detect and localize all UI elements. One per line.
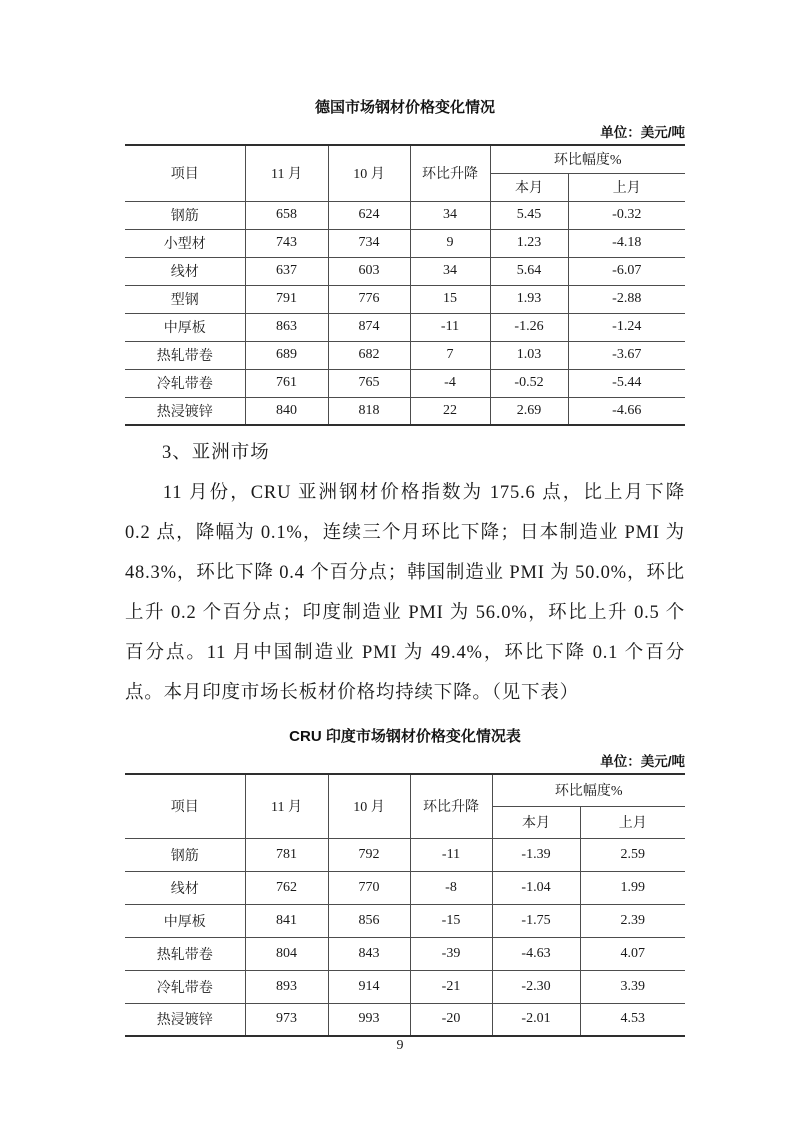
cell-nov: 658	[245, 201, 328, 229]
cell-oct: 818	[328, 397, 410, 425]
col-header-october: 10 月	[328, 774, 410, 838]
col-header-november: 11 月	[245, 774, 328, 838]
table-row	[125, 904, 685, 937]
col-header-last-month: 上月	[568, 173, 685, 201]
col-header-october: 10 月	[328, 145, 410, 201]
table-row	[125, 341, 685, 369]
cell-this-month: 1.03	[490, 341, 568, 369]
cell-last-month: -0.32	[568, 201, 685, 229]
col-header-this-month: 本月	[490, 173, 568, 201]
cell-this-month: 5.45	[490, 201, 568, 229]
cell-last-month: 4.53	[580, 1003, 685, 1036]
cell-change: -4	[410, 369, 490, 397]
cell-this-month: 2.69	[490, 397, 568, 425]
cell-last-month: -6.07	[568, 257, 685, 285]
cell-last-month: 3.39	[580, 970, 685, 1003]
table-row	[125, 838, 685, 871]
cell-item: 小型材	[125, 229, 245, 257]
table-row	[125, 229, 685, 257]
cell-nov: 689	[245, 341, 328, 369]
cell-this-month: -2.01	[492, 1003, 580, 1036]
india-table-unit: 单位：美元/吨	[600, 754, 685, 769]
cell-oct: 856	[328, 904, 410, 937]
cell-oct: 874	[328, 313, 410, 341]
cell-oct: 792	[328, 838, 410, 871]
col-header-mom-percent: 环比幅度%	[490, 145, 685, 173]
cell-this-month: 1.93	[490, 285, 568, 313]
cell-nov: 762	[245, 871, 328, 904]
cell-change: 22	[410, 397, 490, 425]
table-row	[125, 369, 685, 397]
table-row	[125, 970, 685, 1003]
col-header-last-month: 上月	[580, 806, 685, 838]
cell-item: 中厚板	[125, 904, 245, 937]
cell-nov: 804	[245, 937, 328, 970]
cell-item: 中厚板	[125, 313, 245, 341]
cell-last-month: -4.18	[568, 229, 685, 257]
cell-change: -21	[410, 970, 492, 1003]
cell-change: 7	[410, 341, 490, 369]
germany-table-header	[125, 145, 685, 201]
cell-change: 34	[410, 201, 490, 229]
table-row	[125, 937, 685, 970]
cell-oct: 734	[328, 229, 410, 257]
cell-this-month: 1.23	[490, 229, 568, 257]
cell-item: 型钢	[125, 285, 245, 313]
cell-this-month: -1.04	[492, 871, 580, 904]
cell-oct: 914	[328, 970, 410, 1003]
cell-oct: 776	[328, 285, 410, 313]
cell-change: 34	[410, 257, 490, 285]
cell-nov: 863	[245, 313, 328, 341]
cell-oct: 770	[328, 871, 410, 904]
cell-oct: 993	[328, 1003, 410, 1036]
cell-oct: 765	[328, 369, 410, 397]
cell-item: 钢筋	[125, 838, 245, 871]
page-content	[125, 0, 685, 1037]
table-row	[125, 257, 685, 285]
cell-change: -20	[410, 1003, 492, 1036]
cell-item: 热浸镀锌	[125, 397, 245, 425]
cell-item: 热轧带卷	[125, 341, 245, 369]
cell-last-month: -2.88	[568, 285, 685, 313]
cell-oct: 624	[328, 201, 410, 229]
cell-item: 冷轧带卷	[125, 970, 245, 1003]
cell-oct: 843	[328, 937, 410, 970]
india-table-body	[125, 838, 685, 1036]
cell-item: 钢筋	[125, 201, 245, 229]
table-row	[125, 201, 685, 229]
cell-nov: 840	[245, 397, 328, 425]
cell-this-month: -2.30	[492, 970, 580, 1003]
cell-change: 9	[410, 229, 490, 257]
cell-last-month: 4.07	[580, 937, 685, 970]
cell-item: 冷轧带卷	[125, 369, 245, 397]
table-row	[125, 285, 685, 313]
cell-this-month: -0.52	[490, 369, 568, 397]
cell-last-month: -1.24	[568, 313, 685, 341]
table-row	[125, 397, 685, 425]
col-header-mom-percent: 环比幅度%	[492, 774, 685, 806]
cell-change: 15	[410, 285, 490, 313]
cell-last-month: 2.59	[580, 838, 685, 871]
cell-nov: 973	[245, 1003, 328, 1036]
col-header-mom-change: 环比升降	[410, 145, 490, 201]
cell-this-month: 5.64	[490, 257, 568, 285]
cell-nov: 791	[245, 285, 328, 313]
asia-section-heading: 3、亚洲市场	[162, 443, 270, 463]
germany-table-body	[125, 201, 685, 425]
india-price-table	[125, 773, 685, 1037]
germany-price-table	[125, 144, 685, 426]
col-header-item: 项目	[125, 774, 245, 838]
cell-item: 线材	[125, 257, 245, 285]
germany-table-title: 德国市场钢材价格变化情况	[314, 99, 495, 116]
cell-item: 热浸镀锌	[125, 1003, 245, 1036]
india-table-header	[125, 774, 685, 838]
cell-nov: 761	[245, 369, 328, 397]
cell-nov: 637	[245, 257, 328, 285]
cell-this-month: -1.39	[492, 838, 580, 871]
cell-change: -11	[410, 838, 492, 871]
col-header-item: 项目	[125, 145, 245, 201]
cell-item: 热轧带卷	[125, 937, 245, 970]
germany-table-unit: 单位：美元/吨	[600, 125, 685, 140]
cell-this-month: -1.26	[490, 313, 568, 341]
india-table-title: CRU 印度市场钢材价格变化情况表	[289, 728, 521, 745]
cell-oct: 682	[328, 341, 410, 369]
cell-change: -11	[410, 313, 490, 341]
cell-nov: 893	[245, 970, 328, 1003]
cell-item: 线材	[125, 871, 245, 904]
cell-nov: 841	[245, 904, 328, 937]
cell-last-month: -5.44	[568, 369, 685, 397]
cell-last-month: -3.67	[568, 341, 685, 369]
table-row	[125, 871, 685, 904]
table-row	[125, 1003, 685, 1036]
cell-change: -39	[410, 937, 492, 970]
cell-oct: 603	[328, 257, 410, 285]
cell-change: -15	[410, 904, 492, 937]
cell-last-month: 2.39	[580, 904, 685, 937]
page-number: 9	[396, 1038, 404, 1053]
cell-last-month: 1.99	[580, 871, 685, 904]
col-header-this-month: 本月	[492, 806, 580, 838]
asia-section-paragraph: 11 月份，CRU 亚洲钢材价格指数为 175.6 点，比上月下降 0.2 点，降幅为 0.1%，连续三个月环比下降；日本制造业 PMI 为 48.3%，环比下降 0.4 个百分点；韩国制造业 PMI 为 50.0%，环比上升 0.2 个百分点；印度制造业 PMI 为 56.0%，环比上升 0.5 个百分点。11 月中国制造业 PMI 为 49.4%，环比下降 0.1 个百分点。本月印度市场长板材价格均持续下降。（见下表）	[125, 483, 685, 703]
col-header-november: 11 月	[245, 145, 328, 201]
cell-this-month: -4.63	[492, 937, 580, 970]
cell-last-month: -4.66	[568, 397, 685, 425]
cell-nov: 743	[245, 229, 328, 257]
cell-change: -8	[410, 871, 492, 904]
col-header-mom-change: 环比升降	[410, 774, 492, 838]
cell-nov: 781	[245, 838, 328, 871]
table-row	[125, 313, 685, 341]
cell-this-month: -1.75	[492, 904, 580, 937]
